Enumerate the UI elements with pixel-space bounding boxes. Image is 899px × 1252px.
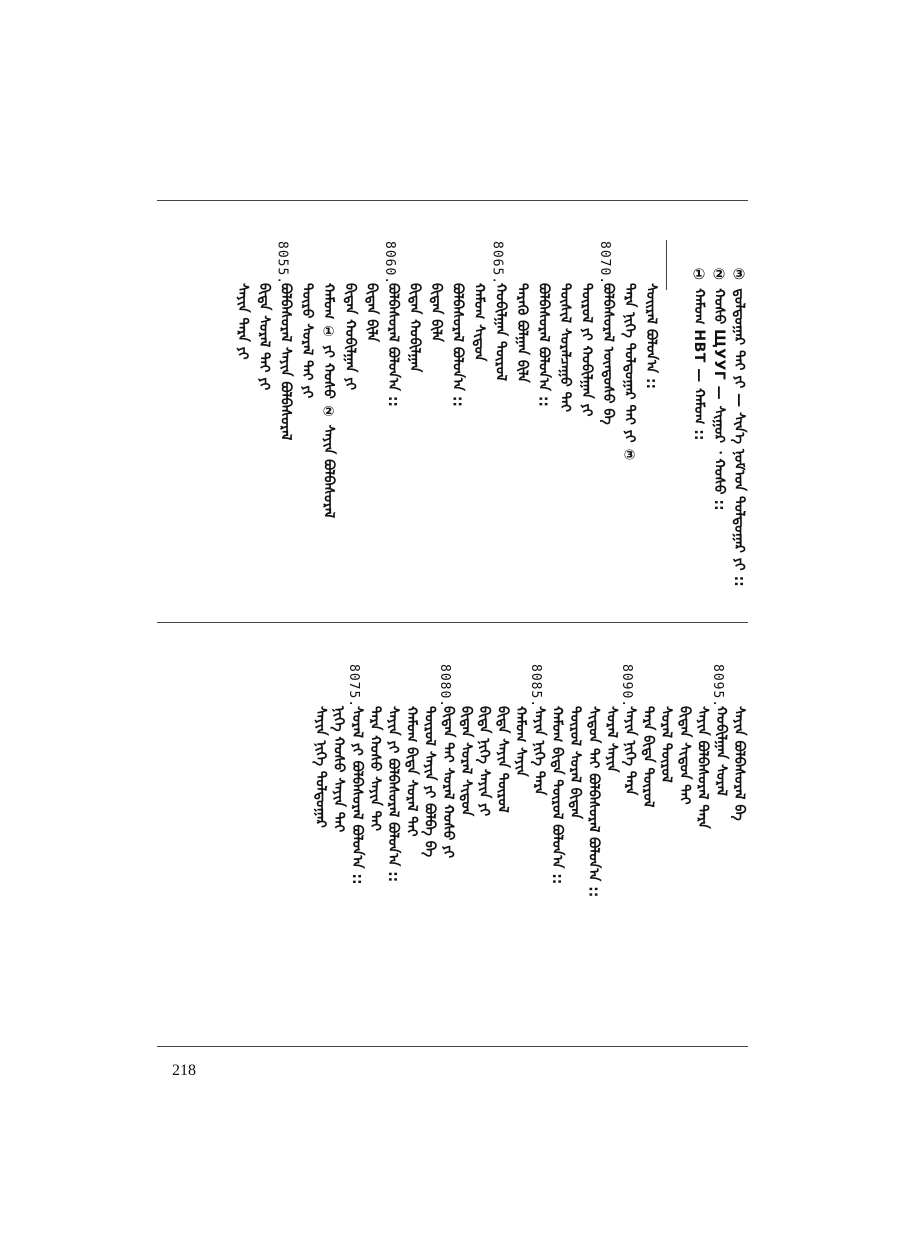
verse-line: ᠲᠡᠷᠡ ᠬᠤᠰᠤ ᠰᠠᠶᠢᠨ ᠲᠠᠢ (367, 706, 383, 832)
verse-line: ᠪᠢᠳᠡᠨ ᠰᠤᠷᠠᠯ ᠰᠢᠳᠦᠨ (458, 706, 474, 817)
verse-line: ᠰᠠᠶᠢᠨ ᠪᠣᠯᠪᠠᠰᠤᠷᠠᠯ ᠲᠡᠷᠡ (694, 706, 711, 829)
line-number: 8085. (527, 664, 543, 709)
verse-line: ᠪᠢᠳᠡᠨ ᠪᠢᠯᠡ (428, 283, 444, 343)
verse-line: ᠬᠠᠮᠤᠭ ᠪᠢᠳᠡ ᠰᠤᠷᠠᠯ ᠲᠠᠢ (403, 706, 420, 837)
verse-line: ᠪᠣᠯᠪᠠᠰᠤᠷᠠᠯ ᠪᠣᠯᠤᠨ᠎ᠠ :: (385, 283, 401, 408)
verse-line: ᠬᠤᠪᠢᠯᠭᠠᠨ ᠲᠦᠷᠦᠯ (492, 283, 509, 381)
verse-line: ᠰᠠᠶᠢᠨ ᠨᠢᠭᠡ ᠳᠤᠯᠳᠤᠭᠠᠷ (312, 706, 329, 828)
verse-line: ᠰᠠᠶᠢᠨ ᠪᠣᠯᠪᠠᠰᠤᠷᠠᠯ ᠪᠡ (731, 706, 747, 821)
line-number: 8060. (382, 241, 397, 286)
verse-line: ᠪᠣᠯᠪᠠᠰᠤᠷᠠᠯ ᠦᠨᠳᠦᠰᠦ ᠪᠡ (600, 283, 616, 425)
footnote-marker: ② (710, 265, 728, 289)
line-number: 8095. (709, 664, 725, 709)
page-number: 218 (172, 1062, 196, 1079)
verse-line: ᠰᠤᠢᠷᠠᠯ ᠪᠣᠯᠤᠨ᠎ᠠ :: (643, 283, 659, 390)
footnote-marker: ① (690, 265, 708, 289)
verse-line: ᠪᠢᠳᠡᠨ ᠲᠠᠢ ᠰᠤᠷᠠᠯ ᠬᠤᠰᠤ ᠶᠢ (439, 706, 456, 859)
verse-line: ᠪᠢᠳᠡᠨ ᠪᠢᠯᠡ (363, 283, 380, 343)
line-number: 8075. (345, 664, 361, 709)
verse-line: ᠲᠦᠷᠦ ᠰᠤᠷᠠᠯ ᠲᠠᠢ ᠶᠢ (299, 283, 315, 399)
verse-line: ᠲᠦᠷᠦᠯ ᠰᠤᠷᠠᠯ ᠪᠢᠳᠡᠨ (567, 706, 584, 820)
verse-line: ᠰᠠᠶᠢᠨ ᠨᠢᠭᠡ ᠲᠡᠷᠡ (530, 706, 547, 796)
line-number: 8065. (489, 241, 505, 286)
verse-line: ᠪᠢᠳᠡᠨ ᠬᠤᠪᠢᠯᠭᠠᠨ ᠶᠢ (342, 283, 358, 391)
verse-line: ᠪᠢᠳᠡ ᠰᠠᠶᠢᠨ ᠲᠦᠷᠦᠯ (494, 706, 511, 813)
footnote (728, 265, 750, 587)
bottom-rule (157, 1046, 748, 1047)
verse-line: ᠲᠡᠷᠡᠬᠦ ᠪᠣᠯᠭᠠᠨ ᠪᠢᠯᠡ (514, 283, 530, 383)
line-number: 8070. (597, 241, 612, 286)
verse-line: ᠰᠠᠶᠢᠨ ᠨᠢᠭᠡ ᠲᠡᠷᠡ (621, 706, 638, 796)
lower-verse-block (150, 628, 750, 1038)
middle-rule (157, 622, 748, 623)
top-rule (157, 200, 748, 201)
verse-line: ᠲᠡᠷᠡ ᠨᠢᠭᠡ ᠳᠤᠯᠳᠤᠭᠠᠷ ᠲᠠᠢ ᠶᠢ ③ (621, 283, 638, 464)
verse-line: ᠰᠤᠷᠠᠯ ᠶᠢ ᠪᠣᠯᠪᠠᠰᠤᠷᠠᠯ ᠪᠣᠯᠤᠨ᠎ᠠ :: (348, 706, 365, 885)
verse-line: ᠪᠢᠳᠡᠨ ᠬᠤᠪᠢᠯᠭᠠᠨ (406, 283, 423, 373)
verse-line: ᠪᠢᠳᠡ ᠰᠤᠷᠠᠯ ᠲᠠᠢ ᠶᠢ (256, 283, 272, 391)
verse-line: ᠰᠠᠶᠢᠨ ᠲᠡᠷᠡ ᠶᠢ (234, 283, 251, 360)
verse-line: ᠰᠤᠷᠠᠯ ᠲᠦᠷᠦᠯ (658, 706, 675, 783)
verse-line: ᠲᠡᠷᠡ ᠪᠢᠳᠡ ᠲᠦᠷᠦᠯ (640, 706, 656, 808)
line-number: 8090. (618, 664, 634, 709)
verse-line: ᠲᠦᠷᠦᠯ ᠰᠠᠶᠢᠨ ᠶᠢ ᠪᠣᠯᠪᠠ ᠪᠡ (421, 706, 438, 858)
line-number: 8055. (274, 241, 290, 286)
verse-line: ᠲᠦᠷᠦᠯ ᠶᠢ ᠬᠤᠪᠢᠯᠭᠠᠨ ᠶᠢ (578, 283, 595, 417)
footnote (688, 265, 710, 440)
footnote-marker: ③ (730, 265, 748, 289)
verse-line: ᠰᠢᠳᠦᠨ ᠲᠠᠢ ᠪᠣᠯᠪᠠᠰᠤᠷᠠᠯ ᠪᠣᠯᠤᠨ᠎ᠠ :: (585, 706, 602, 898)
verse-line: ᠰᠠᠶᠢᠨ ᠶᠢ ᠪᠣᠯᠪᠠᠰᠤᠷᠠᠯ ᠪᠣᠯᠤᠨ᠎ᠠ :: (385, 706, 402, 883)
verse-line: ᠬᠠᠮᠤᠭ ᠰᠠᠶᠢᠨ (512, 706, 529, 777)
verse-line: ᠰᠤᠷᠠᠯ ᠰᠠᠶᠢᠨ (603, 706, 620, 773)
line-number: 8080. (436, 664, 452, 709)
footnote-text: ᠬᠠᠮᠤᠭ НВТ — ᠬᠠᠮᠤᠭ :: (691, 288, 707, 441)
verse-line: ᠲᠦᠰᠢᠯ ᠰᠤᠷᠠᠯᠴᠠᠭᠤ ᠲᠠᠢ (557, 283, 573, 412)
verse-line: ᠪᠣᠯᠪᠠᠰᠤᠷᠠᠯ ᠰᠠᠶᠢᠨ ᠪᠣᠯᠪᠠᠰᠤᠷᠠᠯ (277, 283, 294, 441)
footnote (708, 265, 730, 511)
verse-line: ᠬᠤᠪᠢᠯᠭᠠᠨ ᠰᠤᠷᠠᠯ (712, 706, 729, 796)
verse-line: ᠪᠣᠯᠪᠠᠰᠤᠷᠠᠯ ᠪᠣᠯᠤᠨ᠎ᠠ :: (449, 283, 466, 408)
verse-line: ᠬᠠᠮᠤᠭ ᠰᠢᠳᠦᠨ (471, 283, 487, 362)
footnote-text: ᠳ᠋ᠤᠯᠳᠤᠭᠠᠷ ᠲᠠᠢ ᠶᠢ — ᠰᠢᠨ᠎ᠡ ᠨᠤᠮ᠎ᠤᠨ ᠳᠤᠯᠳᠤᠭᠠᠷ ᠶᠢ :: (731, 288, 747, 587)
upper-verse-block (150, 205, 750, 615)
verse-line: ᠪᠣᠯᠪᠠᠰᠤᠷᠠᠯ ᠪᠣᠯᠤᠨ᠎ᠠ :: (535, 283, 552, 408)
verse-line: ᠪᠢᠳᠡ ᠨᠢᠭᠡ ᠰᠠᠶᠢᠨ ᠶᠢ (476, 706, 493, 817)
verse-line: ᠬᠠᠮᠤᠭ ᠪᠢᠳᠡ ᠲᠦᠷᠦᠯ ᠪᠣᠯᠤᠨ᠎ᠠ :: (549, 706, 565, 885)
verse-line: ᠨᠢᠭᠡ ᠬᠤᠰᠤ ᠰᠠᠶᠢᠨ ᠲᠠᠢ (330, 706, 347, 833)
footnote-text: ᠬᠤᠰᠤ ЩУУГ — ᠰᠢᠭᠤᠷ ᠂ ᠬᠤᠰᠤ :: (711, 288, 727, 511)
verse-line: ᠬᠠᠮᠤᠭ ① ᠶᠢ ᠬᠤᠰᠤ ② ᠰᠠᠶᠢᠨ ᠪᠣᠯᠪᠠᠰᠤᠷᠠᠯ (320, 283, 337, 519)
verse-line: ᠪᠢᠳᠡᠨ ᠰᠢᠳᠦᠨ ᠲᠠᠢ (676, 706, 693, 805)
